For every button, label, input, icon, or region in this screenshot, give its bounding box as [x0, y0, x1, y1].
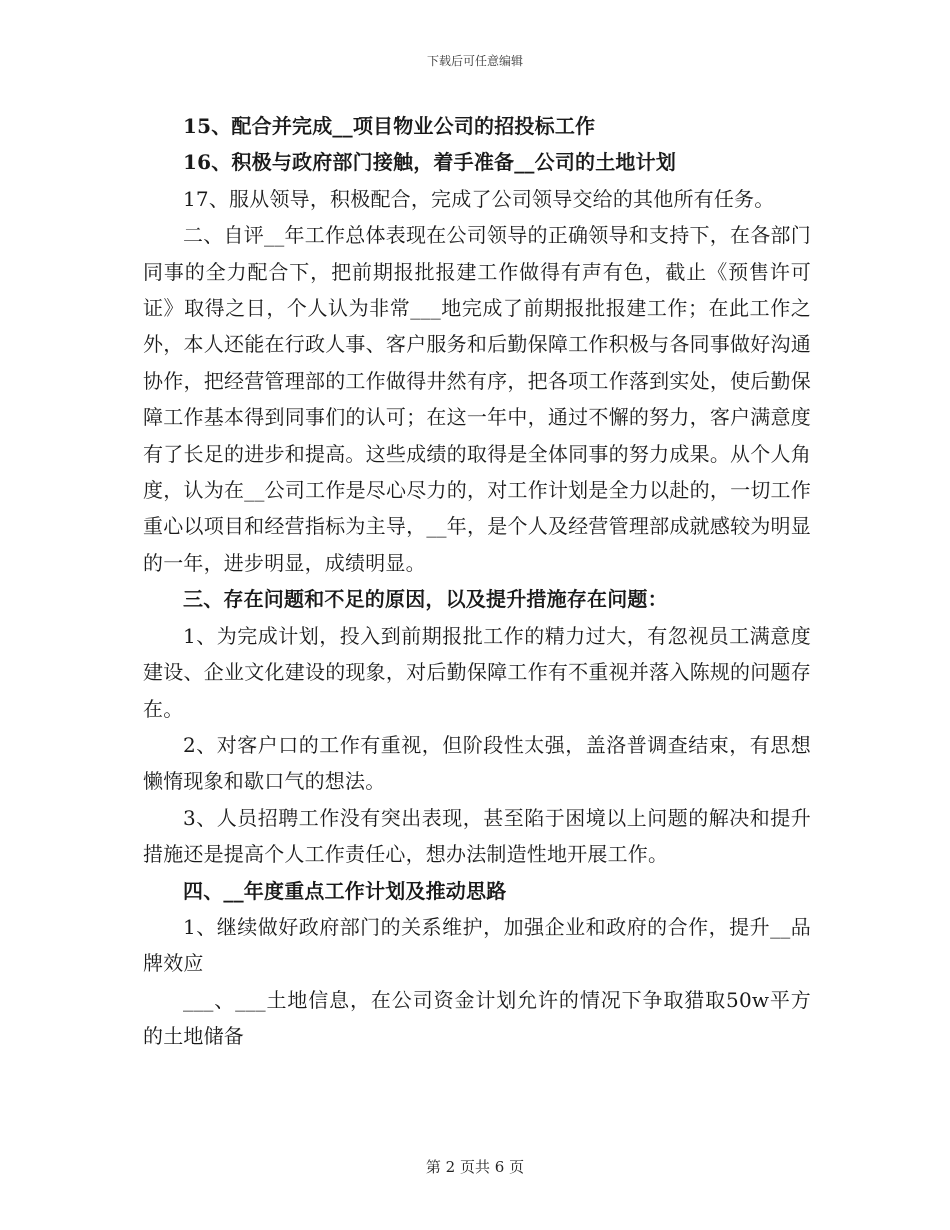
- self-evaluation-paragraph: 二、自评__年工作总体表现在公司领导的正确领导和支持下，在各部门同事的全力配合下，把前期报批报建工作做得有声有色，截止《预售许可证》取得之日，个人认为非常___地完成了前期报批报建工作；在此工作之外，本人还能在行政人事、客户服务和后勤保障工作积极与各同事做好沟通协作，把经营管理部的工作做得井然有序，把各项工作落到实处，使后勤保障工作基本得到同事们的认可；在这一年中，通过不懈的努力，客户满意度有了长足的进步和提高。这些成绩的取得是全体同事的努力成果。从个人角度，认为在__公司工作是尽心尽力的，对工作计划是全力以赴的，一切工作重心以项目和经营指标为主导，__年，是个人及经营管理部成就感较为明显的一年，进步明显，成绩明显。: [143, 223, 811, 575]
- section-heading-problems: 三、存在问题和不足的原因，以及提升措施存在问题：: [183, 587, 668, 612]
- list-item-17: 17、服从领导，积极配合，完成了公司领导交给的其他所有任务。: [183, 186, 775, 211]
- page-header: 下载后可任意编辑: [426, 54, 523, 68]
- list-item-16: 16、积极与政府部门接触，着手准备__公司的土地计划: [183, 150, 677, 175]
- section-heading-plan: 四、__年度重点工作计划及推动思路: [183, 878, 507, 903]
- problem-item-2: 2、对客户口的工作有重视，但阶段性太强，盖洛普调查结束，有思想懒惰现象和歇口气的想法。: [143, 732, 811, 794]
- plan-item-1: 1、继续做好政府部门的关系维护，加强企业和政府的合作，提升__品牌效应: [143, 914, 811, 976]
- page-footer: 第 2 页共 6 页: [425, 1158, 525, 1176]
- document-body: [143, 108, 811, 1055]
- problem-item-3: 3、人员招聘工作没有突出表现，甚至陷于困境以上问题的解决和提升措施还是提高个人工作责任心，想办法制造性地开展工作。: [143, 805, 811, 867]
- plan-item-2: ___、___土地信息，在公司资金计划允许的情况下争取猎取50w平方的土地储备: [143, 987, 811, 1049]
- list-item-15: 15、配合并完成__项目物业公司的招投标工作: [183, 114, 596, 138]
- problem-item-1: 1、为完成计划，投入到前期报批工作的精力过大，有忽视员工满意度建设、企业文化建设的现象，对后勤保障工作有不重视并落入陈规的问题存在。: [143, 623, 811, 721]
